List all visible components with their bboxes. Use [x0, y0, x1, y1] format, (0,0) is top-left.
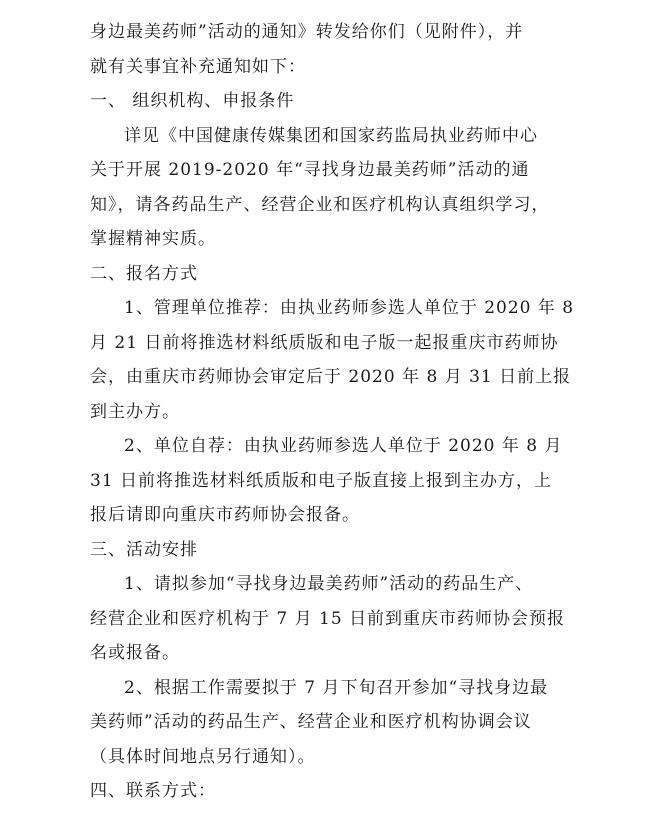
- section-4-heading: 四、联系方式：: [90, 781, 216, 801]
- section-1-heading: 一、 组织机构、申报条件: [90, 91, 295, 111]
- section-2-item-1-line: 到主办方。: [90, 402, 180, 422]
- intro-line-1: 身边最美药师”活动的通知》转发给你们（见附件），并: [90, 22, 524, 42]
- section-2-item-2-line: 2、单位自荐：由执业药师参选人单位于 2020 年 8 月: [124, 436, 563, 456]
- section-2-item-2-line: 31 日前将推选材料纸质版和电子版直接上报到主办方，上: [90, 471, 553, 491]
- section-3-item-2-line: 美药师”活动的药品生产、经营企业和医疗机构协调会议: [90, 712, 532, 732]
- section-1-para-line: 详见《中国健康传媒集团和国家药监局执业药师中心: [124, 126, 538, 146]
- section-2-item-1-line: 会，由重庆市药师协会审定后于 2020 年 8 月 31 日前上报: [90, 367, 572, 387]
- section-2-item-1-line: 月 21 日前将推选材料纸质版和电子版一起报重庆市药师协: [90, 333, 559, 353]
- section-1-para-line: 掌握精神实质。: [90, 229, 216, 249]
- intro-line-2: 就有关事宜补充通知如下：: [90, 57, 306, 77]
- section-1-para-line: 知》，请各药品生产、经营企业和医疗机构认真组织学习，: [90, 195, 550, 215]
- section-3-item-1-line: 名或报备。: [90, 643, 180, 663]
- section-3-item-2-line: 2、根据工作需要拟于 7 月下旬召开参加“寻找身边最: [124, 678, 549, 698]
- section-3-item-1-line: 1、请拟参加“寻找身边最美药师”活动的药品生产、: [124, 574, 534, 594]
- section-3-item-1-line: 经营企业和医疗机构于 7 月 15 日前到重庆市药师协会预报: [90, 609, 566, 629]
- section-1-para-line: 关于开展 2019-2020 年“寻找身边最美药师”活动的通: [90, 160, 530, 180]
- section-2-heading: 二、报名方式: [90, 264, 198, 284]
- section-2-item-1-line: 1、管理单位推荐：由执业药师参选人单位于 2020 年 8: [124, 298, 575, 318]
- section-3-item-2-line: （具体时间地点另行通知）。: [90, 747, 316, 767]
- section-3-heading: 三、活动安排: [90, 540, 198, 560]
- section-2-item-2-line: 报后请即向重庆市药师协会报备。: [90, 505, 360, 525]
